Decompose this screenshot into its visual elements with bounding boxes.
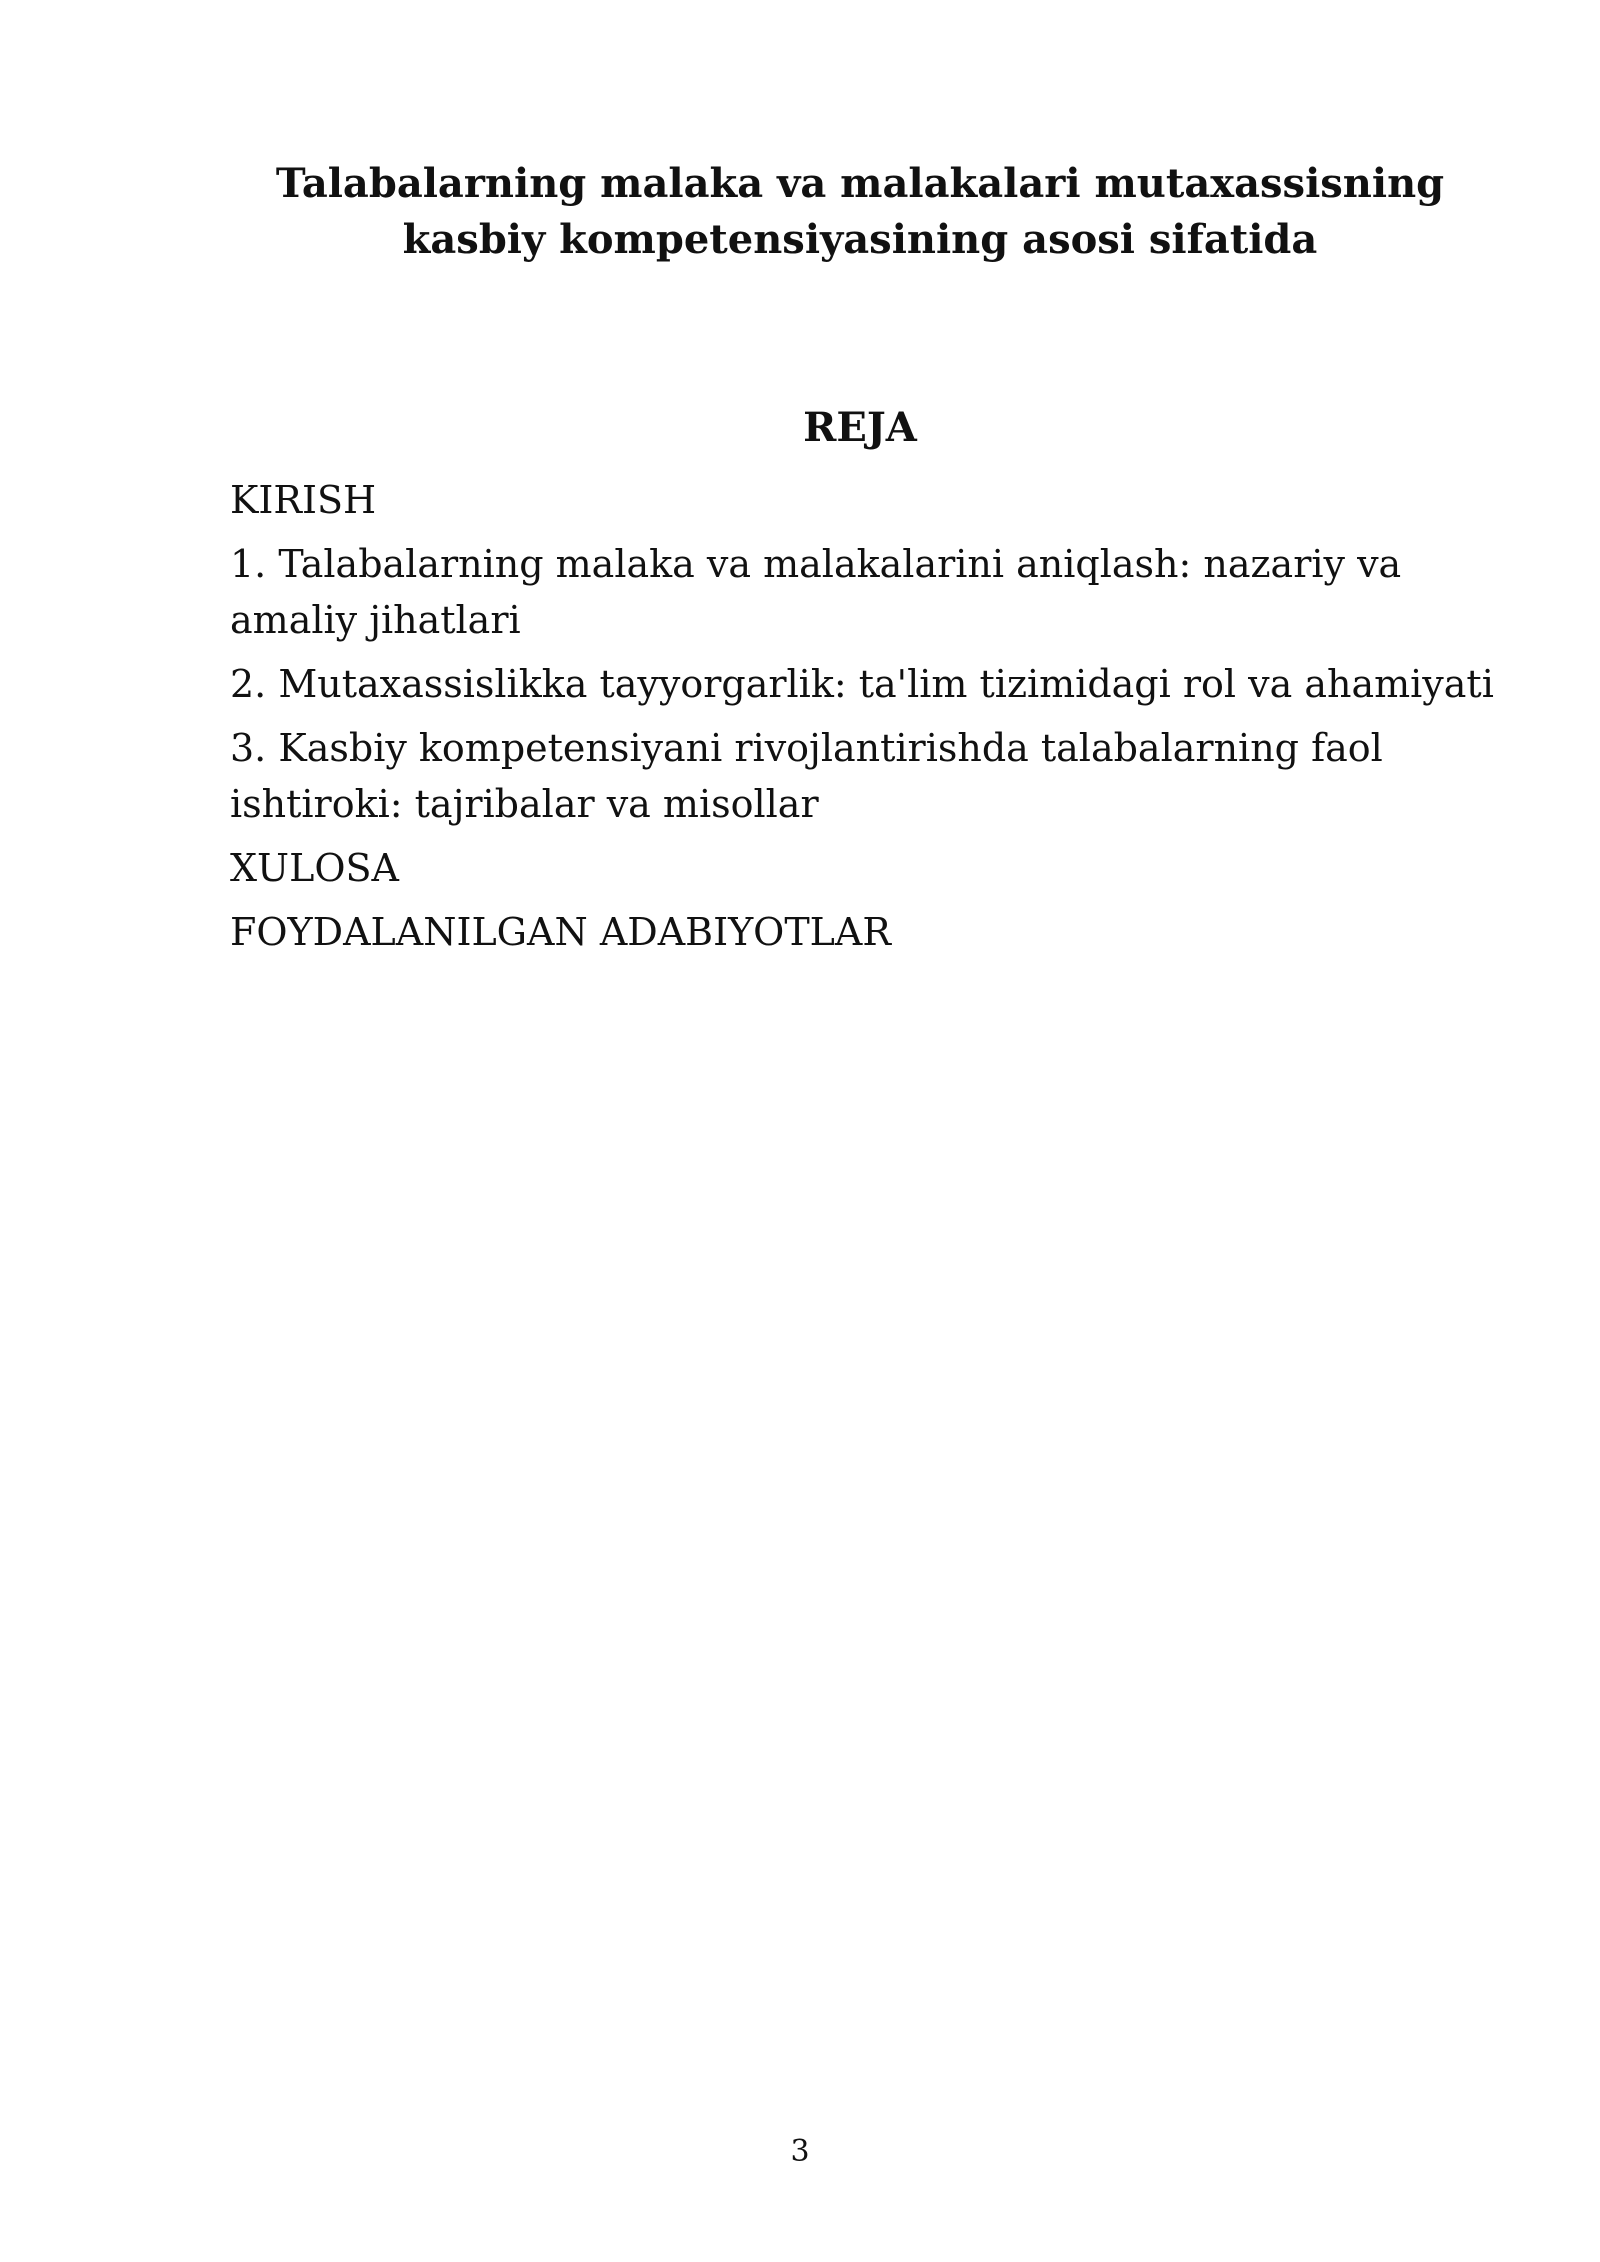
- plan-heading: REJA: [803, 404, 917, 451]
- plan-item-introduction: KIRISH: [230, 478, 377, 522]
- plan-item-1: 1. Talabalarning malaka va malakalarini aniqlash: nazariy va amaliy jihatlari: [230, 542, 1402, 642]
- page-number: 3: [790, 2134, 810, 2169]
- plan-list: [230, 472, 1530, 968]
- plan-item-conclusion: XULOSA: [230, 846, 399, 890]
- document-title: Talabalarning malaka va malakalari mutaxassisning kasbiy kompetensiyasining asosi sifatida: [275, 160, 1445, 263]
- plan-item-references: FOYDALANILGAN ADABIYOTLAR: [230, 910, 891, 954]
- plan-item-3: 3. Kasbiy kompetensiyani rivojlantirishda talabalarning faol ishtiroki: tajribalar va misollar: [230, 726, 1383, 826]
- plan-item-2: 2. Mutaxassislikka tayyorgarlik: ta'lim tizimidagi rol va ahamiyati: [230, 662, 1494, 706]
